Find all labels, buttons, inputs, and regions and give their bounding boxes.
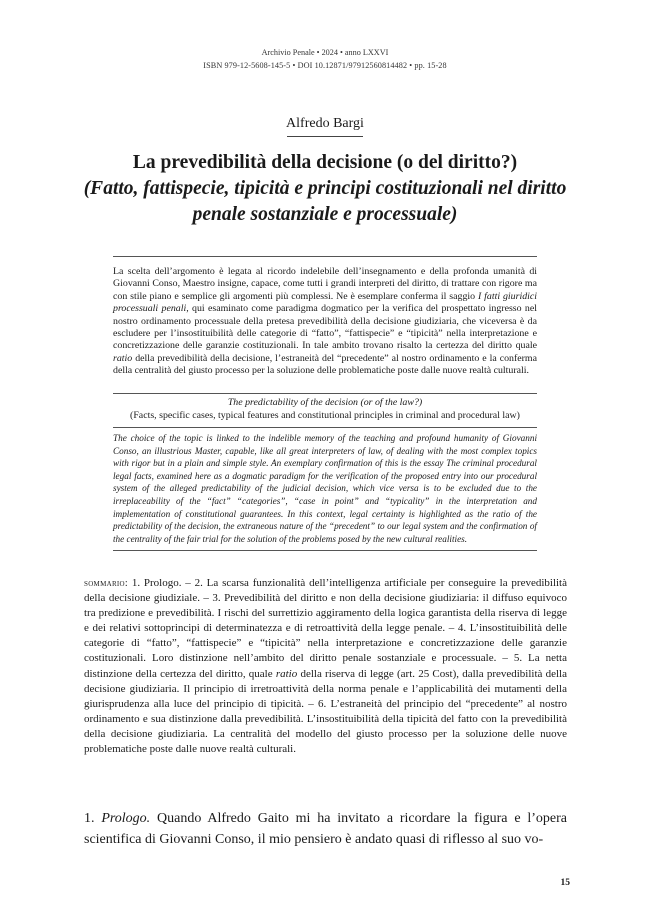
abstract-middle-divider xyxy=(113,393,537,394)
journal-isbn-doi: ISBN 979-12-5608-145-5 • DOI 10.12871/97912560814482 • pp. 15-28 xyxy=(203,61,447,70)
abstract-top-divider xyxy=(113,256,537,257)
body-text: Quando Alfredo Gaito mi ha invitato a ricordare la figura e l’opera scientifica di Giovanni Conso, il mio pensiero è andato quasi di riflesso al suo vo- xyxy=(84,811,568,847)
section-heading: Prologo. xyxy=(101,811,151,826)
sommario-part2: della riserva di legge (art. 25 Cost), dalla prevedibilità della decisione giudiziaria. Il principio di irretroattività della norma penale e l’applicabilità dei mutamenti della giurisprudenza alla luce del principio di tipicità. – 6. L’estraneità del principio del “precedente” al nostro ordinamento e sua distinzione dalla prevedibilità. L’insostituibilità della tipicità del fatto con la prevedibilità della decisione giudiziaria. La centralità del modello del giusto processo per la soluzione delle nuove problematiche poste dalle nuove realtà culturali. xyxy=(84,667,567,756)
english-abstract-divider xyxy=(113,427,537,428)
sommario-part1: 1. Prologo. – 2. La scarsa funzionalità dell’intelligenza artificiale per conseguire la prevedibilità della decisione giudiziale. – 3. Prevedibilità del diritto e non della decisione giudiziaria: il diffuso equivoco tra predizione e prevedibilità. I rischi del surrettizio aggiramento della logica garantista della riserva di legge e dei relativi sottoprincipi di determinatezza e di retroattività della legge penale. – 4. L’insostituibilità delle categorie di “fatto”, “fattispecie” e “tipicità” nella interpretazione e concretizzazione delle garanzie costituzionali. Loro distinzione nell’ambito del diritto penale sostanziale e processuale. – 5. La netta distinzione della certezza del diritto, quale xyxy=(84,577,567,680)
abstract-it-ratio: ratio xyxy=(113,352,133,364)
english-title: The predictability of the decision (or of the law?) xyxy=(227,397,423,408)
article-author: Alfredo Bargi xyxy=(286,116,364,131)
abstract-it-part3: della prevedibilità della decisione, l’estraneità del “precedente” al nostro ordinamento e la conferma della centralità del giusto processo per la soluzione delle problematiche poste dalle nuove realtà culturali. xyxy=(113,352,537,377)
article-title: La prevedibilità della decisione (o del diritto?) xyxy=(132,152,518,173)
page-number: 15 xyxy=(560,878,570,888)
english-subtitle: (Facts, specific cases, typical features and constitutional principles in criminal and procedural law) xyxy=(130,410,520,421)
body-paragraph xyxy=(84,808,567,850)
abstract-english: The choice of the topic is linked to the indelible memory of the teaching and profound humanity of Giovanni Conso, an illustrious Master, capable, like all great interpreters of law, of dealing with the most complex topics with rigor but in a plain and simple style. An exemplary confirmation of this is the essay The criminal procedural legal facts, examined here as a dogmatic paradigm for the verification of the proposed entry into our procedural system of the alleged predictability of the judicial decision, which vice versa is to be excluded due to the irreplaceability of the “fact” “categories”, “case in point” and “typicality” in the interpretation and implementation of constitutional guarantees. In this context, legal certainty is highlighted as the ratio of the predictability of the decision, the extraneous nature of the “precedent” to our legal system and the confirmation of the centrality of the fair trial for the solution of the problems posed by the new cultural realities. xyxy=(113,433,537,544)
article-subtitle: (Fatto, fattispecie, tipicità e principi costituzionali nel diritto penale sostanziale e processuale) xyxy=(83,178,567,225)
abstract-bottom-divider xyxy=(113,550,537,551)
abstract-italian xyxy=(113,266,537,378)
sommario-label: sommario: xyxy=(84,578,128,589)
journal-citation: Archivio Penale • 2024 • anno LXXVI xyxy=(261,48,389,57)
abstract-it-part1: La scelta dell’argomento è legata al ricordo indelebile dell’insegnamento e della profonda umanità di Giovanni Conso, Maestro insigne, capace, come tutti i grandi interpreti del diritto, di trattare con rigore ma con stile piano e semplice gli argomenti più complessi. Ne è esemplare conferma il saggio xyxy=(113,266,537,302)
section-number: 1. xyxy=(84,811,102,826)
author-divider xyxy=(287,136,363,137)
sommario-ratio: ratio xyxy=(275,667,298,680)
abstract-it-work-title: I fatti giuridici processuali penali xyxy=(113,290,537,315)
journal-header xyxy=(0,46,650,72)
table-of-contents xyxy=(84,576,567,757)
abstract-it-part2: , qui esaminato come paradigma dogmatico per la verifica del prospettato ingresso nel nostro ordinamento processuale della pretesa prevedibilità della decisione giudiziaria, che viceversa è da escludere per l’insostituibilità delle categorie di “fatto”, “fattispecie” e “tipicità” nella interpretazione e concretizzazione delle garanzie costituzionali. In tale ambito trovano risalto la certezza del diritto quale xyxy=(113,303,537,352)
